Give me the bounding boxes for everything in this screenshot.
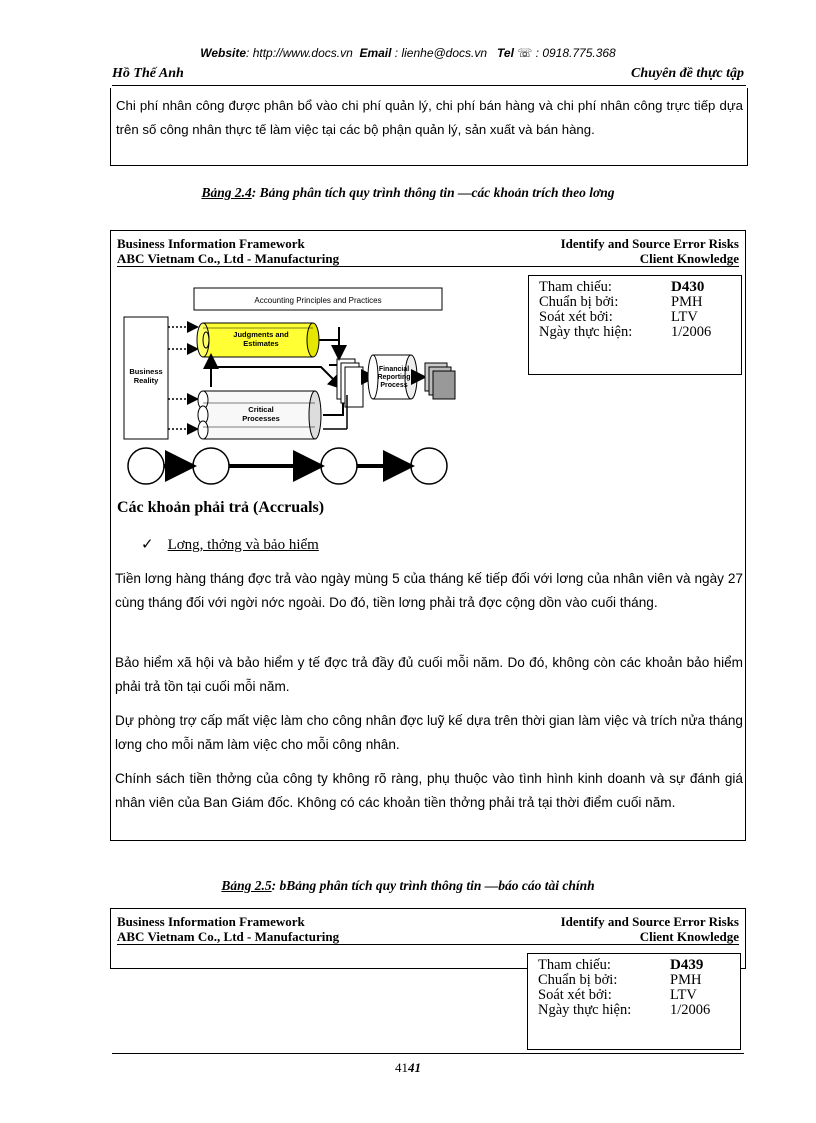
flow-circle bbox=[321, 448, 357, 484]
table-24-panel bbox=[110, 230, 746, 841]
reviewed-value: LTV bbox=[670, 987, 697, 1003]
connector-arrow bbox=[319, 340, 339, 365]
ref-row-reference bbox=[539, 280, 741, 295]
ref-row-reviewed bbox=[538, 988, 740, 1003]
table-25-company: ABC Vietnam Co., Ltd - Manufacturing bbox=[117, 929, 340, 944]
prepared-value: PMH bbox=[670, 972, 702, 988]
tel-value: : 0918.775.368 bbox=[535, 46, 616, 60]
date-value: 1/2006 bbox=[671, 324, 712, 340]
flow-circle bbox=[193, 448, 229, 484]
ref-row-prepared bbox=[538, 973, 740, 988]
table-24-reference-box bbox=[528, 275, 742, 375]
website-label: Website bbox=[200, 46, 247, 60]
critical-label-2: Processes bbox=[242, 414, 280, 423]
ref-label: Tham chiếu: bbox=[539, 279, 612, 295]
prepared-label: Chuẩn bị bởi: bbox=[538, 972, 618, 988]
table-25-right-title: Identify and Source Error Risks bbox=[560, 914, 739, 929]
page-header-contact bbox=[0, 46, 816, 60]
reviewed-value: LTV bbox=[671, 309, 698, 325]
ref-value: D430 bbox=[671, 279, 705, 295]
page-number-italic: 41 bbox=[408, 1060, 421, 1075]
prepared-label: Chuẩn bị bởi: bbox=[539, 294, 619, 310]
salary-subsection-title: Lơng, thởng và bảo hiểm bbox=[167, 537, 319, 553]
ref-value: D439 bbox=[670, 957, 704, 973]
table-25-title-underline bbox=[117, 944, 739, 945]
phone-icon: ☏ bbox=[517, 46, 533, 60]
intro-paragraph: Chi phí nhân công được phân bổ vào chi phí quản lý, chi phí bán hàng và chi phí nhân công trực tiếp dựa trên số công nhân thực tế làm việc tại các bộ phận quản lý, sản xuất và bán hàng. bbox=[110, 88, 748, 166]
ref-row-prepared bbox=[539, 295, 741, 310]
report-stack bbox=[425, 363, 455, 399]
table-24-caption-label: Bảng 2.4 bbox=[201, 185, 252, 200]
table-24-caption bbox=[0, 185, 816, 201]
table-25-reference-box bbox=[527, 953, 741, 1050]
accounting-principles-label: Accounting Principles and Practices bbox=[254, 296, 382, 305]
table-24-company: ABC Vietnam Co., Ltd - Manufacturing bbox=[117, 251, 340, 266]
accruals-section-title: Các khoản phải trả (Accruals) bbox=[117, 499, 325, 516]
accrual-paragraph-4: Chính sách tiền thởng của công ty không rõ ràng, phụ thuộc vào tình hình kinh doanh và sự đánh giá nhân viên của Ban Giám đốc. Không có các khoản tiền thởng phải trả tại thời điểm cuối năm. bbox=[115, 771, 743, 810]
financial-label-2: Reporting bbox=[377, 374, 411, 381]
judgments-label-2: Estimates bbox=[243, 339, 279, 348]
accrual-paragraph-3: Dự phòng trợ cấp mất việc làm cho công nhân đợc luỹ kế dựa trên thời gian làm việc và trích nửa tháng lơng cho mỗi năm làm việc cho mỗi công nhân. bbox=[115, 713, 743, 752]
accrual-paragraph-1: Tiền lơng hàng tháng đợc trả vào ngày mùng 5 của tháng kế tiếp đối với lơng của nhân viên và ngày 27 cùng tháng đối với ngời nớc ngoài. Do đó, tiền lơng phải trả đợc cộng dồn vào cuối tháng. bbox=[115, 571, 743, 610]
date-value: 1/2006 bbox=[670, 1002, 711, 1018]
ref-row-date bbox=[539, 325, 741, 340]
ref-row-reviewed bbox=[539, 310, 741, 325]
prepared-value: PMH bbox=[671, 294, 703, 310]
page-number-plain: 41 bbox=[395, 1060, 408, 1075]
footer-divider bbox=[112, 1053, 744, 1054]
table-25-caption bbox=[0, 878, 816, 894]
date-label: Ngày thực hiện: bbox=[539, 324, 633, 340]
page-number bbox=[0, 1060, 816, 1076]
business-reality-label-2: Reality bbox=[133, 376, 159, 385]
ref-row-reference bbox=[538, 958, 740, 973]
reviewed-label: Soát xét bởi: bbox=[539, 309, 613, 325]
ref-row-date bbox=[538, 1003, 740, 1018]
table-24-caption-text: : Bảng phân tích quy trình thông tin —các khoản trích theo lơng bbox=[251, 185, 615, 200]
document-topic: Chuyên đề thực tập bbox=[630, 66, 744, 81]
financial-label-1: Financial bbox=[378, 366, 410, 373]
date-label: Ngày thực hiện: bbox=[538, 1002, 632, 1018]
flow-circle bbox=[128, 448, 164, 484]
email-value: : lienhe@docs.vn bbox=[394, 46, 488, 60]
table-25-right-sub: Client Knowledge bbox=[639, 929, 739, 944]
table-24-right-title: Identify and Source Error Risks bbox=[560, 236, 739, 251]
email-label: Email bbox=[359, 46, 392, 60]
feedback-arrow bbox=[211, 367, 341, 387]
accrual-paragraph-2: Bảo hiểm xã hội và bảo hiểm y tế đợc trả đầy đủ cuối mỗi năm. Do đó, không còn các khoản bảo hiểm phải trả tồn tại cuối mỗi năm. bbox=[115, 655, 743, 694]
table-25-framework: Business Information Framework bbox=[117, 914, 305, 929]
ref-label: Tham chiếu: bbox=[538, 957, 611, 973]
flow-circle bbox=[411, 448, 447, 484]
table-24-framework: Business Information Framework bbox=[117, 236, 305, 251]
salary-subsection bbox=[141, 535, 325, 554]
critical-label-1: Critical bbox=[248, 405, 274, 414]
checkmark-icon: ✓ bbox=[141, 537, 154, 553]
tel-label: Tel bbox=[497, 46, 514, 60]
documents-stack bbox=[337, 359, 363, 407]
website-value: : http://www.docs.vn bbox=[246, 46, 353, 60]
header-divider bbox=[112, 85, 746, 86]
author-name: Hồ Thế Anh bbox=[112, 66, 184, 81]
reviewed-label: Soát xét bởi: bbox=[538, 987, 612, 1003]
table-24-right-sub: Client Knowledge bbox=[639, 251, 739, 266]
financial-label-3: Process bbox=[380, 382, 408, 389]
judgments-label-1: Judgments and bbox=[233, 330, 289, 339]
business-information-diagram bbox=[111, 267, 531, 497]
business-reality-label-1: Business bbox=[129, 367, 163, 376]
table-25-caption-label: Bảng 2.5 bbox=[221, 878, 272, 893]
table-25-caption-text: : bBảng phân tích quy trình thông tin —báo cáo tài chính bbox=[271, 878, 595, 893]
